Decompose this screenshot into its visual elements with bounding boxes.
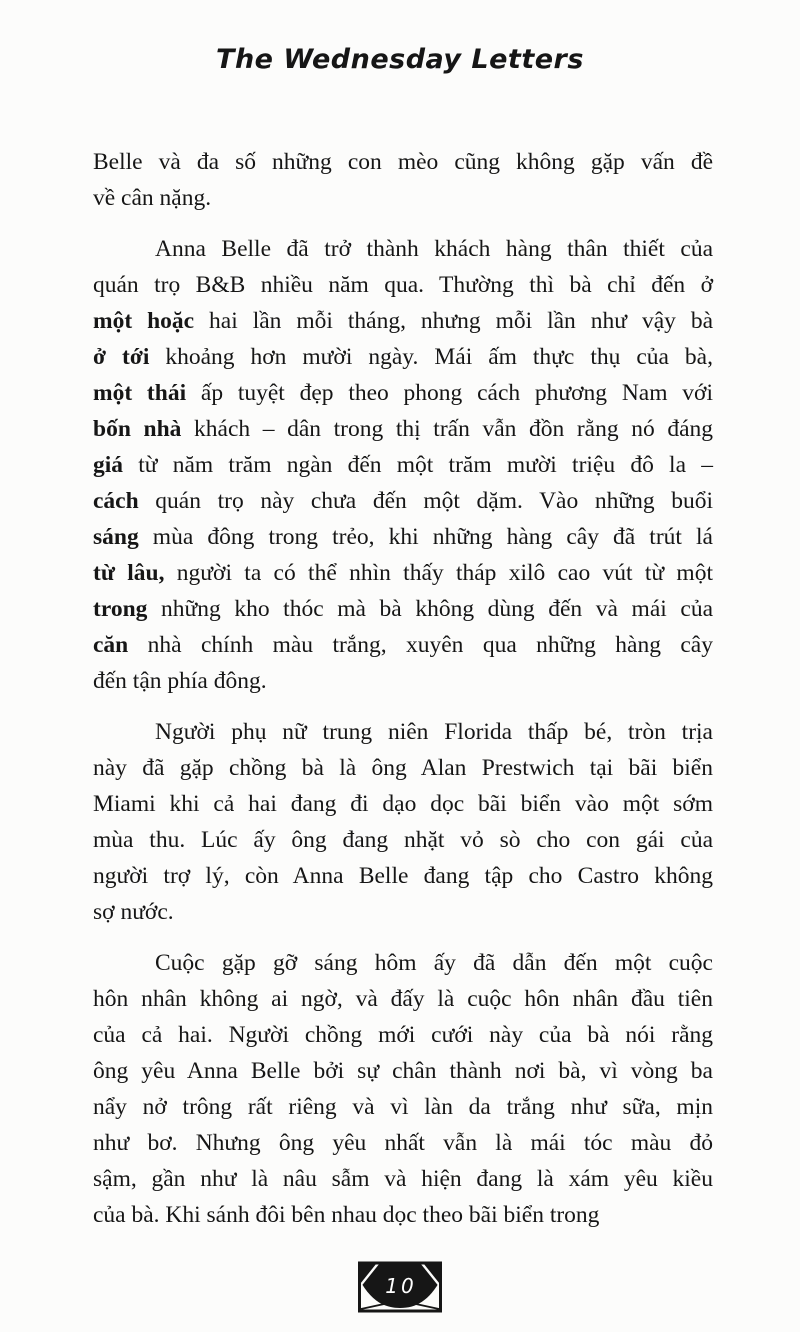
paragraph — [93, 945, 713, 1233]
text-line — [93, 411, 713, 447]
line-text: hôn nhân không ai ngờ, và đấy là cuộc hôn nhân đầu tiên — [93, 986, 713, 1012]
line-text: quán trọ này chưa đến một dặm. Vào những buổi — [138, 488, 713, 514]
text-line — [93, 714, 713, 750]
bold-lead-text: căn — [93, 632, 129, 658]
text-line — [93, 945, 713, 981]
text-line — [93, 627, 713, 663]
line-text: từ năm trăm ngàn đến một trăm mười triệu đô la – — [123, 452, 713, 478]
line-text: nhà chính màu trắng, xuyên qua những hàng cây — [128, 632, 713, 658]
text-line — [93, 894, 713, 930]
line-text: ông yêu Anna Belle bởi sự chân thành nơi bà, vì vòng ba — [93, 1058, 713, 1084]
text-line — [93, 858, 713, 894]
book-title: The Wednesday Letters — [216, 44, 584, 75]
text-line — [93, 822, 713, 858]
line-text: những kho thóc mà bà không dùng đến và mái của — [147, 596, 713, 622]
text-line — [93, 1053, 713, 1089]
text-line — [93, 231, 713, 267]
line-text: Cuộc gặp gỡ sáng hôm ấy đã dẫn đến một cuộc — [155, 950, 713, 976]
line-text: của cả hai. Người chồng mới cưới này của bà nói rằng — [93, 1022, 713, 1048]
line-text: Belle và đa số những con mèo cũng không gặp vấn đề — [93, 149, 713, 175]
text-line — [93, 267, 713, 303]
text-line — [93, 1125, 713, 1161]
line-text: người ta có thể nhìn thấy tháp xilô cao vút từ một — [164, 560, 713, 586]
paragraph — [93, 714, 713, 930]
paragraph — [93, 144, 713, 216]
running-header — [0, 44, 800, 75]
line-text: hai lần mỗi tháng, nhưng mỗi lần như vậy bà — [194, 308, 713, 334]
line-text: như bơ. Nhưng ông yêu nhất vẫn là mái tóc màu đỏ — [93, 1130, 713, 1156]
page-footer — [0, 1259, 800, 1315]
text-line — [93, 1017, 713, 1053]
page-body — [93, 144, 713, 1233]
line-text: sậm, gần như là nâu sẫm và hiện đang là xám yêu kiều — [93, 1166, 713, 1192]
bold-lead-text: bốn nhà — [93, 416, 182, 442]
text-line — [93, 786, 713, 822]
bold-lead-text: một hoặc — [93, 308, 195, 334]
text-line — [93, 663, 713, 699]
text-line — [93, 750, 713, 786]
text-line — [93, 375, 713, 411]
text-line — [93, 1197, 713, 1233]
bold-lead-text: một thái — [93, 380, 187, 406]
line-text: của bà. Khi sánh đôi bên nhau dọc theo bãi biển trong — [93, 1202, 600, 1228]
bold-lead-text: ở tới — [93, 344, 150, 370]
line-text: Miami khi cả hai đang đi dạo dọc bãi biển vào một sớm — [93, 791, 713, 817]
text-line — [93, 591, 713, 627]
line-text: này đã gặp chồng bà là ông Alan Prestwich tại bãi biển — [93, 755, 713, 781]
text-line — [93, 1089, 713, 1125]
line-text: mùa đông trong trẻo, khi những hàng cây đã trút lá — [138, 524, 713, 550]
line-text: nẩy nở trông rất riêng và vì làn da trắng như sữa, mịn — [93, 1094, 713, 1120]
text-line — [93, 1161, 713, 1197]
text-line — [93, 180, 713, 216]
bold-lead-text: từ lâu, — [93, 560, 165, 586]
paragraph — [93, 231, 713, 699]
line-text: khách – dân trong thị trấn vẫn đồn rằng nó đáng — [181, 416, 714, 442]
bold-lead-text: trong — [93, 596, 148, 622]
text-line — [93, 144, 713, 180]
line-text: ấp tuyệt đẹp theo phong cách phương Nam với — [186, 380, 713, 406]
line-text: Anna Belle đã trở thành khách hàng thân thiết của — [155, 236, 713, 262]
text-line — [93, 447, 713, 483]
bold-lead-text: cách — [93, 488, 139, 514]
text-line — [93, 303, 713, 339]
bold-lead-text: giá — [93, 452, 124, 478]
line-text: mùa thu. Lúc ấy ông đang nhặt vỏ sò cho con gái của — [93, 827, 713, 853]
text-line — [93, 555, 713, 591]
text-line — [93, 339, 713, 375]
page-number: 10 — [385, 1274, 417, 1298]
envelope-icon — [356, 1259, 444, 1315]
text-line — [93, 483, 713, 519]
line-text: về cân nặng. — [93, 185, 212, 211]
text-line — [93, 519, 713, 555]
line-text: Người phụ nữ trung niên Florida thấp bé, tròn trịa — [155, 719, 713, 745]
line-text: sợ nước. — [93, 899, 174, 925]
line-text: khoảng hơn mười ngày. Mái ấm thực thụ của bà, — [149, 344, 713, 370]
line-text: đến tận phía đông. — [93, 668, 267, 694]
text-line — [93, 981, 713, 1017]
line-text: người trợ lý, còn Anna Belle đang tập cho Castro không — [93, 863, 713, 889]
line-text: quán trọ B&B nhiều năm qua. Thường thì bà chỉ đến ở — [93, 272, 713, 298]
bold-lead-text: sáng — [93, 524, 139, 550]
